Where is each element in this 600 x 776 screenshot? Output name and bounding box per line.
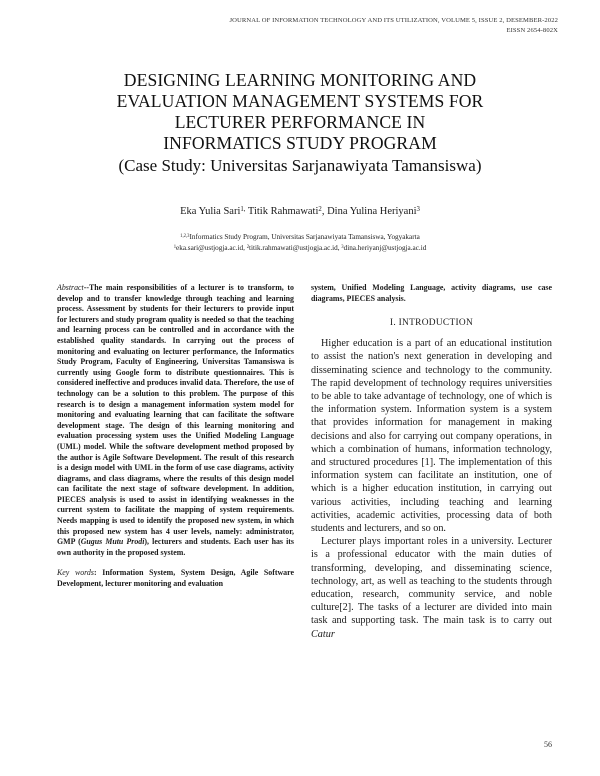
eissn: EISSN 2654-802X bbox=[506, 27, 558, 34]
section-heading-introduction: I. INTRODUCTION bbox=[389, 318, 474, 329]
intro-paragraph-2 bbox=[311, 535, 552, 641]
author-3: , Dina Yulina Heriyani bbox=[321, 206, 417, 217]
abstract-label: Abstract bbox=[57, 283, 84, 292]
email-1: eka.sari@ustjogja.ac.id, bbox=[176, 244, 247, 252]
keywords bbox=[57, 568, 294, 589]
affiliation-text: Informatics Study Program, Universitas Sarjanawiyata Tamansiswa, Yogyakarta bbox=[189, 233, 420, 241]
journal-header bbox=[88, 16, 558, 36]
intro-paragraph-2-text: Lecturer plays important roles in a university. Lecturer is a professional educator with the main duties of transforming, developing, and disseminating science, technology, art, as well as teaching to the students through education, research, community service, and noble culture[2]. The tasks of a lecturer are divided into main task and supporting task. The main task is to carry out bbox=[311, 536, 552, 627]
email-3-sup: 3 bbox=[341, 244, 344, 250]
email-1-sup: 1 bbox=[173, 244, 177, 250]
author-list bbox=[50, 205, 550, 219]
affiliation-block bbox=[50, 232, 550, 254]
abstract-text: --The main responsibilities of a lecturer is to transform, to develop and to transfer knowledge through teaching and learning process. Assessment by students for their lecturers to provide input for lecturers and study program quality is needed so that the teaching and learning process can be controlled and in accordance with the established quality standards. In carrying out the process of monitoring and evaluating on lecturer performance, the Informatics Study Program, Faculty of Engineering, Universitas Tamansiswa is currently using Google form to distribute questionnaires. This is considered ineffective and produces invalid data. Therefore, the use of technology can be a solution to this problem. The purpose of this research is to design a management information system model for monitoring and evaluating learning that can facilitate the software development stage. The design of this learning monitoring and evaluation processing system uses the Unified Modeling Language (UML) model. While the software development method proposed by the author is Agile Software Development. The result of this research is a design model with UML in the form of use case diagrams, activity diagrams, and class diagrams, where the results of this design model can facilitate the next stage of software development. In addition, PIECES analysis is used to assist in identifying weaknesses in the current system to facilitate the mapping of system requirements. Needs mapping is used to identify the proposed new system, in which this proposed new system has 4 user levels, namely: administrator, GMP ( bbox=[57, 283, 294, 547]
abstract-text-end: ), lecturers and students. Each user has its own authority in the proposed system. bbox=[57, 537, 294, 557]
paper-title bbox=[50, 70, 550, 176]
affiliation-sup: 1,2,3 bbox=[180, 233, 190, 239]
affiliation-line bbox=[50, 232, 550, 243]
title-line-1: DESIGNING LEARNING MONITORING AND bbox=[123, 70, 477, 90]
email-2: titik.rahmawati@ustjogja.ac.id, bbox=[249, 244, 342, 252]
title-line-3: LECTURER PERFORMANCE IN bbox=[174, 112, 426, 132]
right-column bbox=[311, 283, 552, 641]
email-2-sup: 2 bbox=[246, 244, 250, 250]
left-column bbox=[57, 283, 294, 590]
author-2-sup: 2 bbox=[318, 205, 322, 213]
author-1: Eka Yulia Sari bbox=[180, 206, 241, 217]
email-line bbox=[50, 243, 550, 254]
email-3: dina.heriyanj@ustjogja.ac.id bbox=[343, 244, 427, 252]
abstract-gmp-italic: Gugus Mutu Prodi bbox=[80, 537, 145, 547]
intro-paragraph-1: Higher education is a part of an educational institution to assist the nation's next generation in developing and disseminating science and technology to the community. The rapid development of technology requires universities to be able to take advantage of technology, one of which is the information system. Information system is a system that provides information for management in making decisions and also for carrying out company operations, in which a combination of humans, information technology, and structured procedures [1]. The implementation of this information system can facilitate an institution, one of which is a higher education institution, in carrying out various activities, including teaching and learning activities, academic activities, processing data of both students and lecturers, and so on. bbox=[311, 338, 552, 535]
abstract bbox=[57, 283, 294, 558]
intro-paragraph-2-italic: Catur bbox=[311, 628, 335, 640]
journal-line: JOURNAL OF INFORMATION TECHNOLOGY AND ITS UTILIZATION, VOLUME 5, ISSUE 2, DESEMBER-2022 bbox=[229, 17, 558, 24]
author-1-sup: 1, bbox=[240, 205, 246, 213]
title-line-2: EVALUATION MANAGEMENT SYSTEMS FOR bbox=[116, 91, 484, 111]
title-subtitle: (Case Study: Universitas Sarjanawiyata Tamansiswa) bbox=[118, 156, 482, 175]
author-3-sup: 3 bbox=[416, 205, 420, 213]
keywords-continued: system, Unified Modeling Language, activity diagrams, use case diagrams, PIECES analysis. bbox=[311, 283, 552, 303]
title-line-4: INFORMATICS STUDY PROGRAM bbox=[163, 133, 437, 153]
author-2: Titik Rahmawati bbox=[245, 206, 319, 217]
page-number: 56 bbox=[544, 740, 552, 749]
keywords-text: : Information System, System Design, Agile Software Development, lecturer monitoring and evaluation bbox=[57, 568, 294, 589]
keywords-label: Key words bbox=[57, 568, 94, 578]
